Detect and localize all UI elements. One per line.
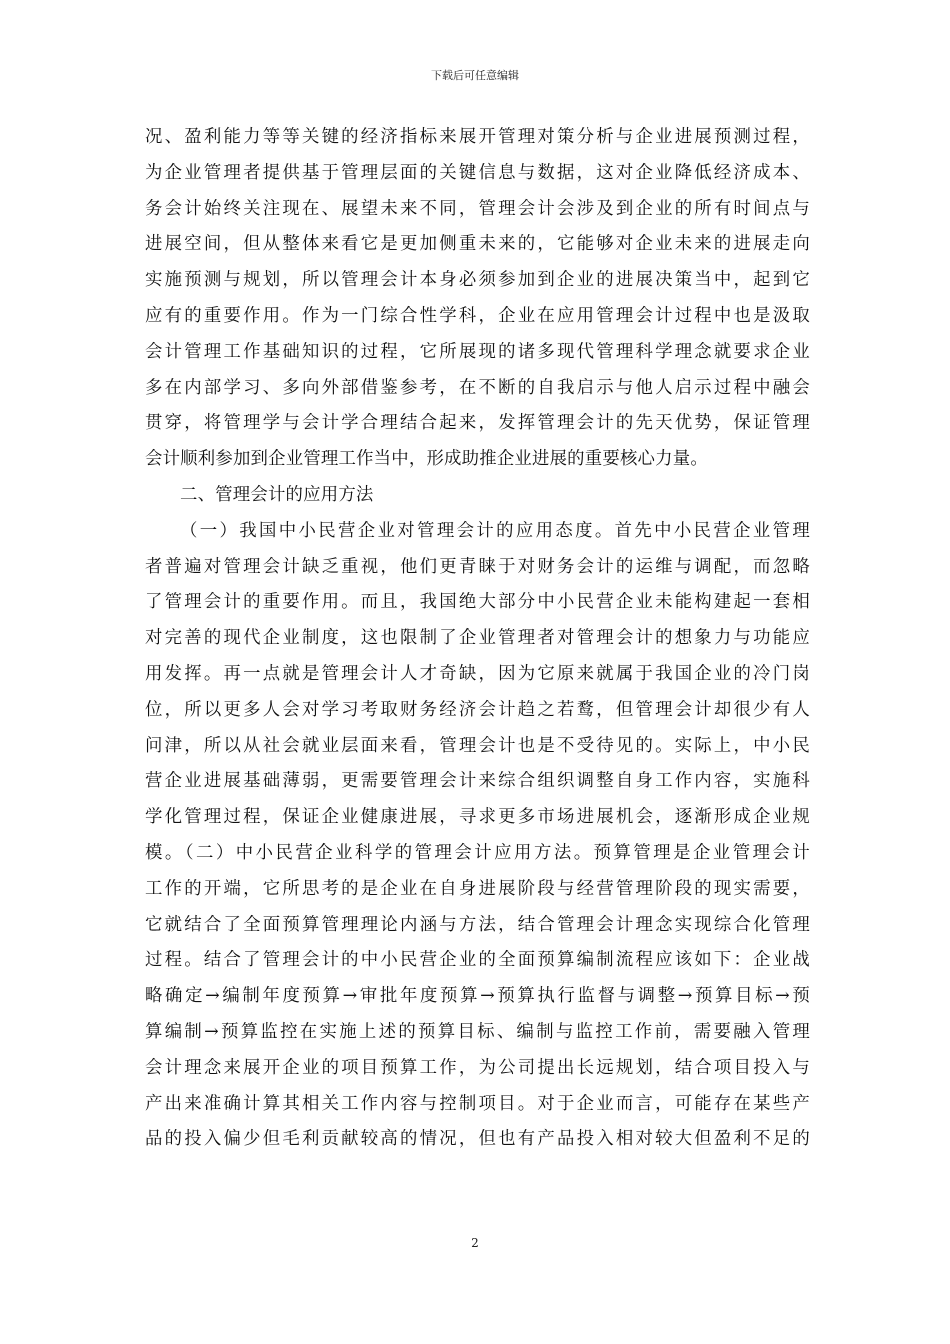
- text-line: 为企业管理者提供基于管理层面的关键信息与数据，这对企业降低经济成本、: [145, 162, 810, 183]
- page-number: 2: [471, 1236, 479, 1250]
- text-line: 实施预测与规划，所以管理会计本身必须参加到企业的进展决策当中，起到它: [145, 270, 810, 291]
- text-line: 算编制→预算监控在实施上述的预算目标、编制与监控工作前，需要融入管理: [145, 1021, 810, 1042]
- text-line: 务会计始终关注现在、展望未来不同，管理会计会涉及到企业的所有时间点与: [145, 198, 810, 219]
- text-line: 品的投入偏少但毛利贡献较高的情况，但也有产品投入相对较大但盈利不足的: [145, 1129, 810, 1150]
- text-line: 产出来准确计算其相关工作内容与控制项目。对于企业而言，可能存在某些产: [145, 1093, 810, 1114]
- text-line: 问津，所以从社会就业层面来看，管理会计也是不受待见的。实际上，中小民: [145, 735, 810, 756]
- text-line: 应有的重要作用。作为一门综合性学科，企业在应用管理会计过程中也是汲取: [145, 305, 810, 326]
- text-line: 会计顺利参加到企业管理工作当中，形成助推企业进展的重要核心力量。: [145, 449, 708, 470]
- text-line: 多在内部学习、多向外部借鉴参考，在不断的自我启示与他人启示过程中融会: [145, 377, 810, 398]
- text-line: （一）我国中小民营企业对管理会计的应用态度。首先中小民营企业管理: [180, 520, 810, 541]
- text-line: 用发挥。再一点就是管理会计人才奇缺，因为它原来就属于我国企业的冷门岗: [145, 663, 810, 684]
- text-line: 位，所以更多人会对学习考取财务经济会计趋之若鹜，但管理会计却很少有人: [145, 699, 810, 720]
- text-line: 工作的开端，它所思考的是企业在自身进展阶段与经营管理阶段的现实需要，: [145, 878, 810, 899]
- text-line: 贯穿，将管理学与会计学合理结合起来，发挥管理会计的先天优势，保证管理: [145, 413, 810, 434]
- text-line: 对完善的现代企业制度，这也限制了企业管理者对管理会计的想象力与功能应: [145, 628, 810, 649]
- text-line: 况、盈利能力等等关键的经济指标来展开管理对策分析与企业进展预测过程，: [145, 127, 810, 147]
- page-header: 下载后可任意编辑: [431, 69, 519, 82]
- text-line: 过程。结合了管理会计的中小民营企业的全面预算编制流程应该如下：企业战: [145, 950, 810, 971]
- text-line: 会计管理工作基础知识的过程，它所展现的诸多现代管理科学理念就要求企业: [145, 341, 810, 362]
- body-text: [145, 120, 810, 1158]
- text-line: 者普遍对管理会计缺乏重视，他们更青睐于对财务会计的运维与调配，而忽略: [145, 556, 810, 577]
- text-line: 它就结合了全面预算管理理论内涵与方法，结合管理会计理念实现综合化管理: [145, 914, 810, 935]
- section-heading: 二、管理会计的应用方法: [180, 484, 374, 505]
- text-line: 略确定→编制年度预算→审批年度预算→预算执行监督与调整→预算目标→预: [145, 986, 810, 1007]
- text-line: 营企业进展基础薄弱，更需要管理会计来综合组织调整自身工作内容，实施科: [145, 771, 810, 792]
- text-line: 了管理会计的重要作用。而且，我国绝大部分中小民营企业未能构建起一套相: [145, 592, 810, 613]
- text-line: 学化管理过程，保证企业健康进展，寻求更多市场进展机会，逐渐形成企业规: [145, 807, 810, 828]
- text-line: 模。（二）中小民营企业科学的管理会计应用方法。预算管理是企业管理会计: [145, 842, 810, 863]
- text-line: 进展空间，但从整体来看它是更加侧重未来的，它能够对企业未来的进展走向: [145, 234, 810, 255]
- text-line: 会计理念来展开企业的项目预算工作，为公司提出长远规划，结合项目投入与: [145, 1057, 810, 1078]
